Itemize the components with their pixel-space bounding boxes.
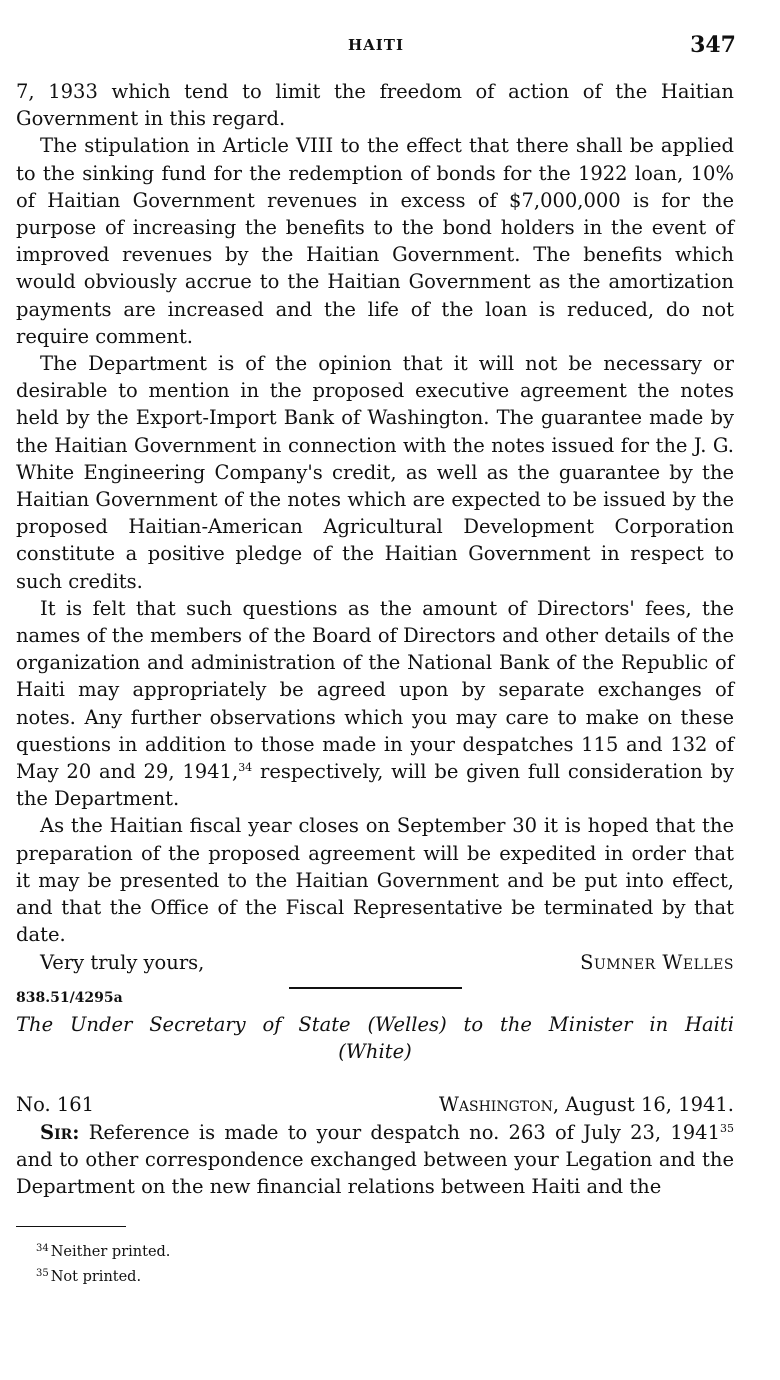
document-divider — [16, 977, 734, 1011]
place-and-date — [439, 1091, 734, 1119]
page-body — [16, 78, 734, 1200]
valediction: Very truly yours, — [40, 950, 205, 974]
paragraph-fiscal-year: As the Haitian fiscal year closes on September 30 it is hoped that the preparation of the proposed agreement will be expedited in order that it may be presented to the Haitian Government and be put into effect, and that the Office of the Fiscal Representative be terminated by that date. — [16, 814, 734, 947]
footnote — [36, 1238, 170, 1263]
paragraph-export-import-bank: The Department is of the opinion that it will not be necessary or desirable to mention in the proposed executive agreement the notes held by the Export-Import Bank of Washington. The guarantee made by the Haitian Government in connection with the notes issued for the J. G. White Engineering Company's credit, as well as the guarantee by the Haitian Government of the notes which are expected to be issued by the proposed Haitian-American Agricultural Development Corporation constitute a positive pledge of the Haitian Government in respect to such credits. — [16, 352, 734, 593]
document-title-line-2: (White) — [338, 1039, 412, 1063]
paragraph-directors-fees — [16, 595, 734, 813]
salutation: Sir: — [40, 1120, 80, 1144]
document-title-line-1: The Under Secretary of State (Welles) to the Minister in Haiti — [16, 1012, 734, 1036]
paragraph-text: and to other correspondence exchanged between your Legation and the Department on the new financial relations between Haiti and the — [16, 1147, 734, 1198]
document-title — [16, 1011, 734, 1065]
footnote — [36, 1263, 170, 1288]
paragraph-article-viii: The stipulation in Article VIII to the effect that there shall be applied to the sinking fund for the redemption of bonds for the 1922 loan, 10% of Haitian Government revenues in excess of $7,000,000 is for the purpose of increasing the benefits to the bond holders in the event of improved revenues by the Haitian Government. The benefits which would obviously accrue to the Haitian Government as the amortization payments are increased and the life of the loan is reduced, do not require comment. — [16, 134, 734, 348]
dateline — [16, 1091, 734, 1119]
signature: Sumner Welles — [580, 950, 734, 974]
running-head: HAITI — [347, 36, 404, 54]
letter-opening-paragraph — [16, 1119, 734, 1201]
paragraph-text: respectively, will be given full consideration by the Department. — [16, 760, 734, 811]
document-number: No. 161 — [16, 1092, 95, 1116]
letter-closing — [16, 949, 734, 977]
footnote-marker: 35 — [36, 1268, 49, 1279]
footnote-ref-34: 34 — [238, 761, 253, 775]
paragraph-continuation: 7, 1933 which tend to limit the freedom of action of the Haitian Government in this regard. — [16, 80, 734, 131]
page-header — [16, 32, 736, 64]
page-number: 347 — [690, 32, 736, 58]
footnote-text: Neither printed. — [50, 1244, 171, 1260]
paragraph-text: Reference is made to your despatch no. 263 of July 23, 1941 — [79, 1120, 720, 1144]
divider-line — [289, 987, 462, 989]
paragraph-text: It is felt that such questions as the amount of Directors' fees, the names of the members of the Board of Directors and other details of the organization and administration of the National Bank of the Republic of Haiti may appropriately be agreed upon by separate exchanges of notes. Any further observations which you may care to make on these questions in addition to those made in your despatches 115 and 132 of May 20 and 29, 1941, — [16, 596, 734, 784]
footnote-text: Not printed. — [50, 1269, 142, 1285]
footnote-marker: 34 — [36, 1243, 49, 1254]
date: August 16, 1941. — [559, 1092, 734, 1116]
file-number: 838.51/4295a — [16, 989, 123, 1006]
footnotes — [36, 1238, 170, 1288]
place: Washington, — [438, 1092, 560, 1116]
footnote-rule — [16, 1226, 126, 1227]
footnote-ref-35: 35 — [720, 1121, 734, 1135]
